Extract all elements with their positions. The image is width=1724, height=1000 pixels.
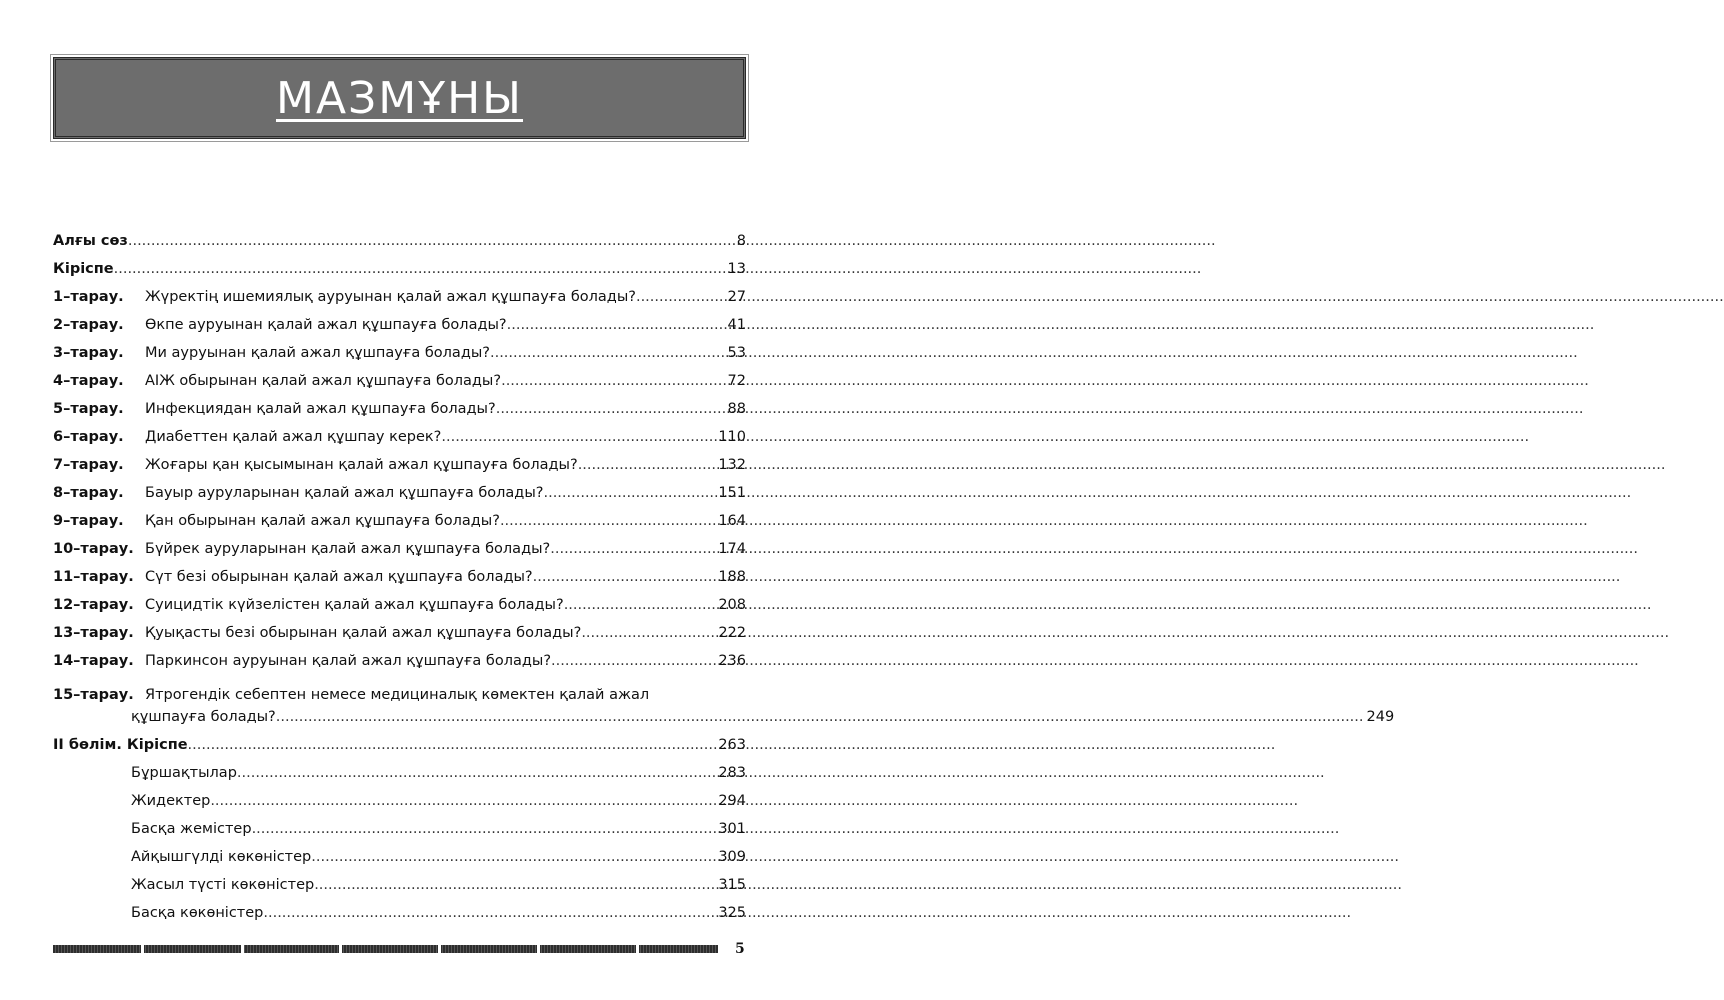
toc-entry-title: Бүйрек ауруларынан қалай ажал құшпауға болады? <box>145 541 551 557</box>
toc-entry-chapter-6[interactable] <box>53 429 746 457</box>
dot-leader <box>507 317 725 333</box>
dot-leader <box>551 653 715 669</box>
toc-entry-title: Кіріспе <box>53 261 114 277</box>
footer-decorative-bar <box>53 945 718 953</box>
toc-entry-title: Жидектер <box>131 793 211 809</box>
toc-entry-chapter-8[interactable] <box>53 485 746 513</box>
toc-entry-page: 236 <box>718 653 746 669</box>
chapter-number: 11–тарау. <box>53 569 134 585</box>
toc-entry-page: 53 <box>727 345 746 361</box>
toc-entry-title: ІІ бөлім. Кіріспе <box>53 737 188 753</box>
dot-leader <box>581 625 715 641</box>
dot-leader <box>500 513 715 529</box>
toc-entry-title: Сүт безі обырынан қалай ажал құшпауға болады? <box>145 569 533 585</box>
contents-heading-box <box>53 57 746 139</box>
dot-leader <box>314 877 715 893</box>
dot-leader <box>252 821 716 837</box>
toc-entry-title: Бұршақтылар <box>131 765 237 781</box>
chapter-number: 15–тарау. <box>53 687 134 703</box>
dot-leader <box>543 485 715 501</box>
toc-entry-chapter-3[interactable] <box>53 345 746 373</box>
dot-leader <box>441 429 715 445</box>
toc-entry-page: 41 <box>727 317 746 333</box>
chapter-number: 3–тарау. <box>53 345 124 361</box>
toc-entry-title: Жоғары қан қысымынан қалай ажал құшпауға болады? <box>145 457 578 473</box>
chapter-number: 13–тарау. <box>53 625 134 641</box>
toc-entry-title: Жүректің ишемиялық ауруынан қалай ажал құшпауға болады? <box>145 289 636 305</box>
chapter-number: 7–тарау. <box>53 457 124 473</box>
dot-leader <box>128 233 734 249</box>
dot-leader <box>311 849 715 865</box>
contents-heading: МАЗМҰНЫ <box>275 72 524 124</box>
toc-entry-page: 263 <box>718 737 746 753</box>
dot-leader <box>636 289 725 305</box>
toc-entry-title: Басқа жемістер <box>131 821 252 837</box>
toc-entry-title: Өкпе ауруынан қалай ажал құшпауға болады? <box>145 317 507 333</box>
table-of-contents <box>53 233 1395 933</box>
toc-entry-page: 249 <box>1366 709 1395 725</box>
chapter-number: 8–тарау. <box>53 485 124 501</box>
toc-entry-title: Ми ауруынан қалай ажал құшпауға болады? <box>145 345 490 361</box>
dot-leader <box>490 345 725 361</box>
toc-entry-title: Алғы сөз <box>53 233 128 249</box>
dot-leader <box>496 401 725 417</box>
toc-entry-page: 301 <box>718 821 746 837</box>
chapter-number: 2–тарау. <box>53 317 124 333</box>
toc-entry-page: 164 <box>718 513 746 529</box>
page-number: 5 <box>735 941 745 957</box>
toc-entry-title: Инфекциядан қалай ажал құшпауға болады? <box>145 401 496 417</box>
toc-entry-page: 309 <box>718 849 746 865</box>
dot-leader <box>564 597 716 613</box>
toc-entry-title: Қан обырынан қалай ажал құшпауға болады? <box>145 513 500 529</box>
toc-entry-page: 315 <box>718 877 746 893</box>
toc-entry-chapter-2[interactable] <box>53 317 746 345</box>
toc-entry-page: 174 <box>718 541 746 557</box>
toc-entry-title: Бауыр ауруларынан қалай ажал құшпауға болады? <box>145 485 544 501</box>
dot-leader <box>276 709 1364 725</box>
toc-entry-page: 188 <box>718 569 746 585</box>
toc-entry-chapter-4[interactable] <box>53 373 746 401</box>
dot-leader <box>237 765 715 781</box>
toc-entry-page: 88 <box>727 401 746 417</box>
toc-entry-cruciferous-vegetables[interactable] <box>53 849 746 877</box>
toc-entry-green-vegetables[interactable] <box>53 877 746 905</box>
toc-entry-title: Паркинсон ауруынан қалай ажал құшпауға болады? <box>145 653 552 669</box>
toc-entry-other-fruits[interactable] <box>53 821 746 849</box>
toc-entry-page: 27 <box>727 289 746 305</box>
dot-leader <box>210 793 715 809</box>
chapter-number: 12–тарау. <box>53 597 134 613</box>
toc-entry-page: 151 <box>718 485 746 501</box>
toc-entry-chapter-13[interactable] <box>53 625 746 653</box>
chapter-number: 1–тарау. <box>53 289 124 305</box>
toc-entry-legumes[interactable] <box>53 765 746 793</box>
toc-entry-page: 283 <box>718 765 746 781</box>
toc-entry-chapter-14[interactable] <box>53 653 746 681</box>
toc-entry-page: 8 <box>736 233 746 249</box>
toc-entry-page: 325 <box>718 905 746 921</box>
dot-leader <box>501 373 724 389</box>
toc-entry-page: 208 <box>718 597 746 613</box>
chapter-number: 4–тарау. <box>53 373 124 389</box>
toc-entry-chapter-7[interactable] <box>53 457 746 485</box>
toc-entry-title: Суицидтік күйзелістен қалай ажал құшпауға болады? <box>145 597 564 613</box>
toc-entry-chapter-9[interactable] <box>53 513 746 541</box>
toc-entry-chapter-10[interactable] <box>53 541 746 569</box>
toc-entry-part-2-intro[interactable] <box>53 737 746 765</box>
toc-entry-title-line1: Ятрогендік себептен немесе медициналық көмектен қалай ажал <box>145 687 650 703</box>
chapter-number: 14–тарау. <box>53 653 134 669</box>
toc-entry-chapter-11[interactable] <box>53 569 746 597</box>
toc-entry-page: 13 <box>727 261 746 277</box>
toc-entry-title: Жасыл түсті көкөністер <box>131 877 315 893</box>
toc-entry-page: 132 <box>718 457 746 473</box>
toc-entry-page: 294 <box>718 793 746 809</box>
toc-entry-chapter-15[interactable] <box>53 681 1395 737</box>
toc-entry-title: Басқа көкөністер <box>131 905 264 921</box>
dot-leader <box>578 457 716 473</box>
toc-entry-chapter-5[interactable] <box>53 401 746 429</box>
toc-entry-title: Қуықасты безі обырынан қалай ажал құшпауға болады? <box>145 625 582 641</box>
toc-entry-other-vegetables[interactable] <box>53 905 746 933</box>
toc-entry-page: 72 <box>727 373 746 389</box>
toc-entry-page: 110 <box>718 429 746 445</box>
toc-entry-title: АІЖ обырынан қалай ажал құшпауға болады? <box>145 373 502 389</box>
chapter-number: 9–тарау. <box>53 513 124 529</box>
toc-entry-berries[interactable] <box>53 793 746 821</box>
dot-leader <box>550 541 715 557</box>
toc-entry-foreword[interactable] <box>53 233 746 261</box>
dot-leader <box>533 569 716 585</box>
chapter-number: 6–тарау. <box>53 429 124 445</box>
chapter-number: 10–тарау. <box>53 541 134 557</box>
toc-entry-title-line2: құшпауға болады? <box>131 709 276 725</box>
toc-entry-title: Диабеттен қалай ажал құшпау керек? <box>145 429 442 445</box>
toc-entry-chapter-1[interactable] <box>53 289 746 317</box>
dot-leader <box>188 737 716 753</box>
toc-entry-introduction[interactable] <box>53 261 746 289</box>
toc-entry-chapter-12[interactable] <box>53 597 746 625</box>
toc-entry-page: 222 <box>718 625 746 641</box>
chapter-number: 5–тарау. <box>53 401 124 417</box>
toc-entry-title: Айқышгүлді көкөністер <box>131 849 312 865</box>
dot-leader <box>114 261 725 277</box>
dot-leader <box>263 905 715 921</box>
